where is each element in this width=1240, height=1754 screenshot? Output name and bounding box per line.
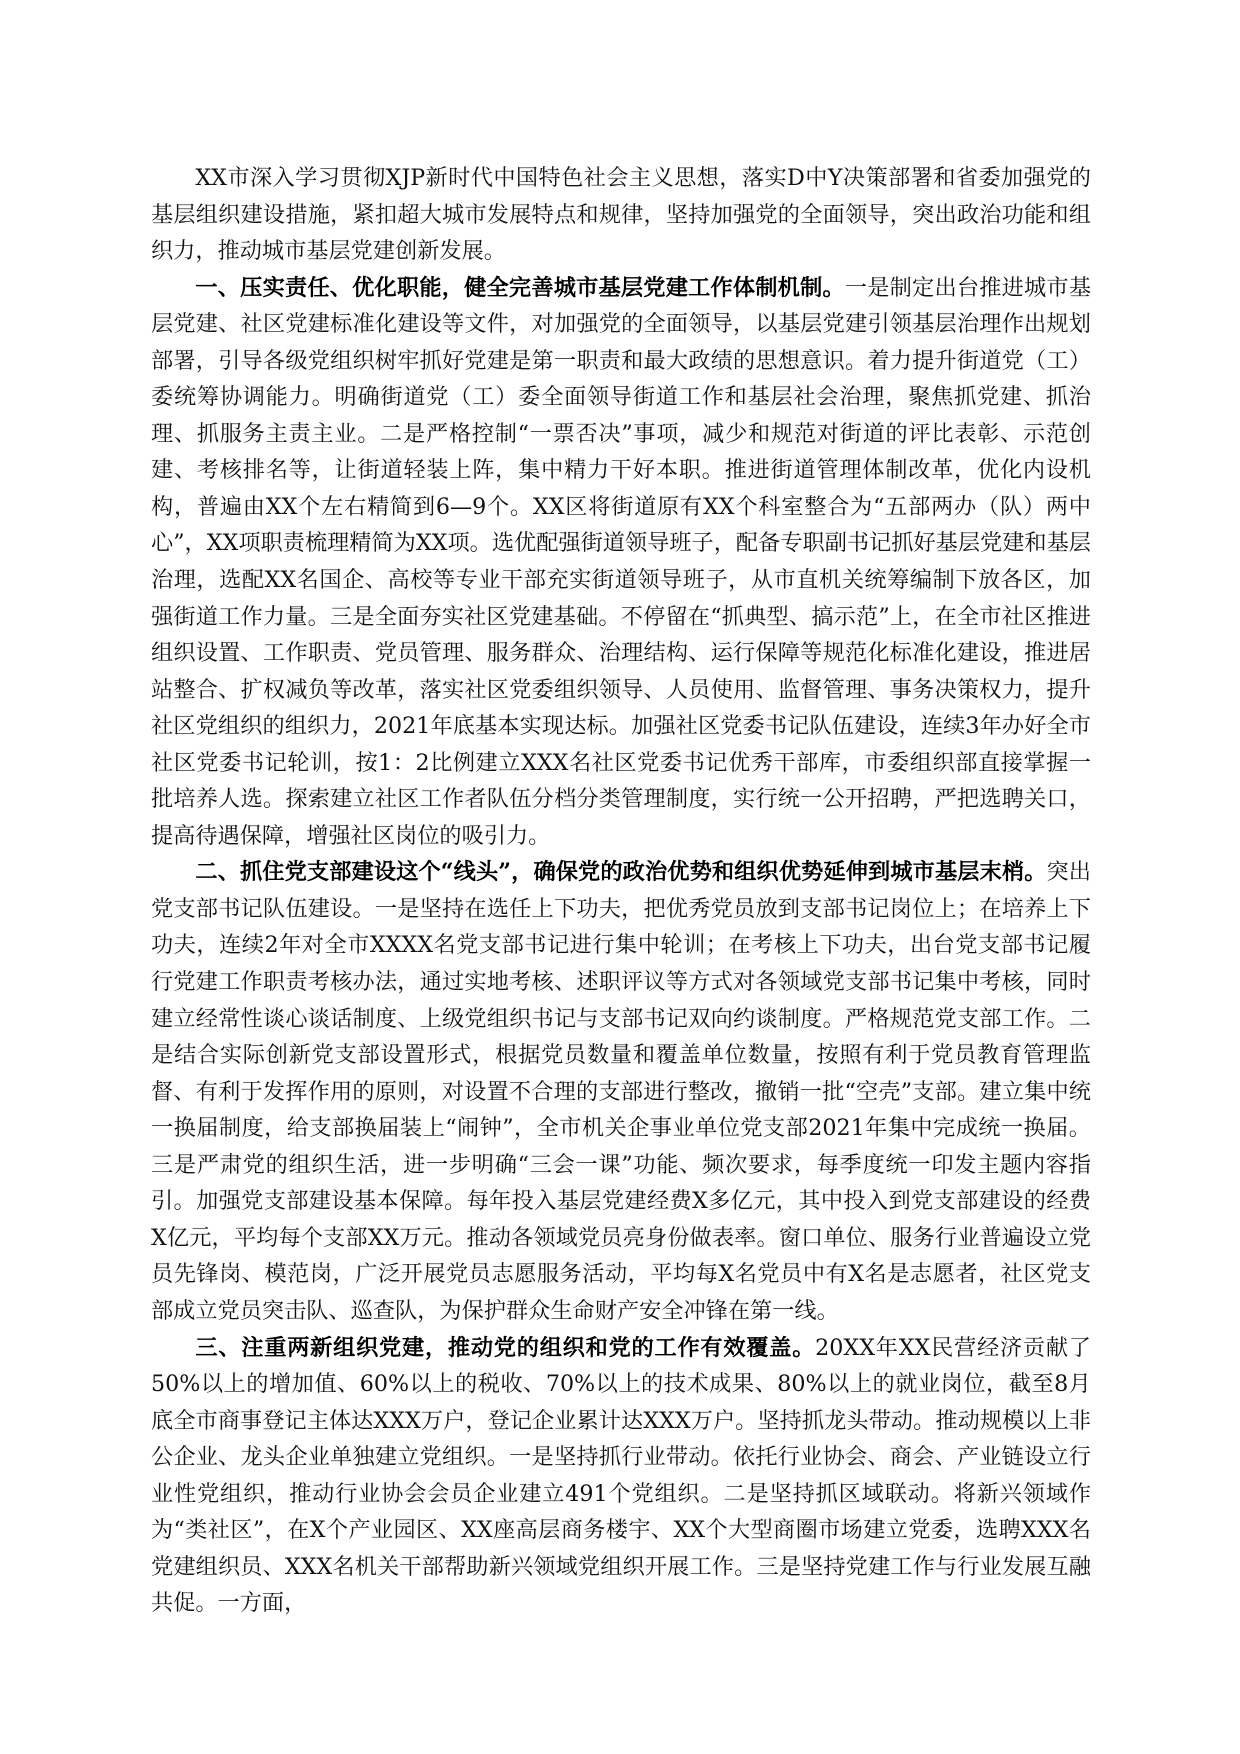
paragraph-intro: [151, 160, 1091, 270]
section-heading-1: 一、压实责任、优化职能，健全完善城市基层党建工作体制机制。: [195, 274, 845, 301]
paragraph-section-1: [151, 270, 1091, 855]
paragraph-section-3: [151, 1330, 1091, 1622]
document-body: [151, 160, 1091, 1622]
paragraph-section-2: [151, 854, 1091, 1329]
section-heading-2: 二、抓住党支部建设这个“线头”，确保党的政治优势和组织优势延伸到城市基层末梢。: [195, 859, 1047, 886]
paragraph-text: XX市深入学习贯彻XJP新时代中国特色社会主义思想，落实D中Y决策部署和省委加强党的基层组织建设措施，紧扣超大城市发展特点和规律，坚持加强党的全面领导，突出政治功能和组织力，推动城市基层党建创新发展。: [151, 165, 1091, 265]
paragraph-text: 20XX年XX民营经济贡献了50%以上的增加值、60%以上的税收、70%以上的技术成果、80%以上的就业岗位，截至8月底全市商事登记主体达XXX万户，登记企业累计达XXX万户。坚持抓龙头带动。推动规模以上非公企业、龙头企业单独建立党组织。一是坚持抓行业带动。依托行业协会、商会、产业链设立行业性党组织，推动行业协会会员企业建立491个党组织。二是坚持抓区域联动。将新兴领域作为“类社区”，在X个产业园区、XX座高层商务楼宇、XX个大型商圈市场建立党委，选聘XXX名党建组织员、XXX名机关干部帮助新兴领域党组织开展工作。三是坚持党建工作与行业发展互融共促。一方面，: [151, 1334, 1091, 1617]
paragraph-text: 一是制定出台推进城市基层党建、社区党建标准化建设等文件，对加强党的全面领导，以基层党建引领基层治理作出规划部署，引导各级党组织树牢抓好党建是第一职责和最大政绩的思想意识。着力提升街道党（工）委统筹协调能力。明确街道党（工）委全面领导街道工作和基层社会治理，聚焦抓党建、抓治理、抓服务主责主业。二是严格控制“一票否决”事项，减少和规范对街道的评比表彰、示范创建、考核排名等，让街道轻装上阵，集中精力干好本职。推进街道管理体制改革，优化内设机构，普遍由XX个左右精简到6—9个。XX区将街道原有XX个科室整合为“五部两办（队）两中心”，XX项职责梳理精简为XX项。选优配强街道领导班子，配备专职副书记抓好基层党建和基层治理，选配XX名国企、高校等专业干部充实街道领导班子，从市直机关统筹编制下放各区，加强街道工作力量。三是全面夯实社区党建基础。不停留在“抓典型、搞示范”上，在全市社区推进组织设置、工作职责、党员管理、服务群众、治理结构、运行保障等规范化标准化建设，推进居站整合、扩权减负等改革，落实社区党委组织领导、人员使用、监督管理、事务决策权力，提升社区党组织的组织力，2021年底基本实现达标。加强社区党委书记队伍建设，连续3年办好全市社区党委书记轮训，按1：2比例建立XXX名社区党委书记优秀干部库，市委组织部直接掌握一批培养人选。探索建立社区工作者队伍分档分类管理制度，实行统一公开招聘，严把选聘关口，提高待遇保障，增强社区岗位的吸引力。: [151, 274, 1092, 849]
paragraph-text: 突出党支部书记队伍建设。一是坚持在选任上下功夫，把优秀党员放到支部书记岗位上；在培养上下功夫，连续2年对全市XXXX名党支部书记进行集中轮训；在考核上下功夫，出台党支部书记履行党建工作职责考核办法，通过实地考核、述职评议等方式对各领域党支部书记集中考核，同时建立经常性谈心谈话制度、上级党组织书记与支部书记双向约谈制度。严格规范党支部工作。二是结合实际创新党支部设置形式，根据党员数量和覆盖单位数量，按照有利于党员教育管理监督、有利于发挥作用的原则，对设置不合理的支部进行整改，撤销一批“空壳”支部。建立集中统一换届制度，给支部换届装上“闹钟”，全市机关企事业单位党支部2021年集中完成统一换届。三是严肃党的组织生活，进一步明确“三会一课”功能、频次要求，每季度统一印发主题内容指引。加强党支部建设基本保障。每年投入基层党建经费X多亿元，其中投入到党支部建设的经费X亿元，平均每个支部XX万元。推动各领域党员亮身份做表率。窗口单位、服务行业普遍设立党员先锋岗、模范岗，广泛开展党员志愿服务活动，平均每X名党员中有X名是志愿者，社区党支部成立党员突击队、巡查队，为保护群众生命财产安全冲锋在第一线。: [151, 859, 1091, 1324]
section-heading-3: 三、注重两新组织党建，推动党的组织和党的工作有效覆盖。: [195, 1334, 816, 1361]
